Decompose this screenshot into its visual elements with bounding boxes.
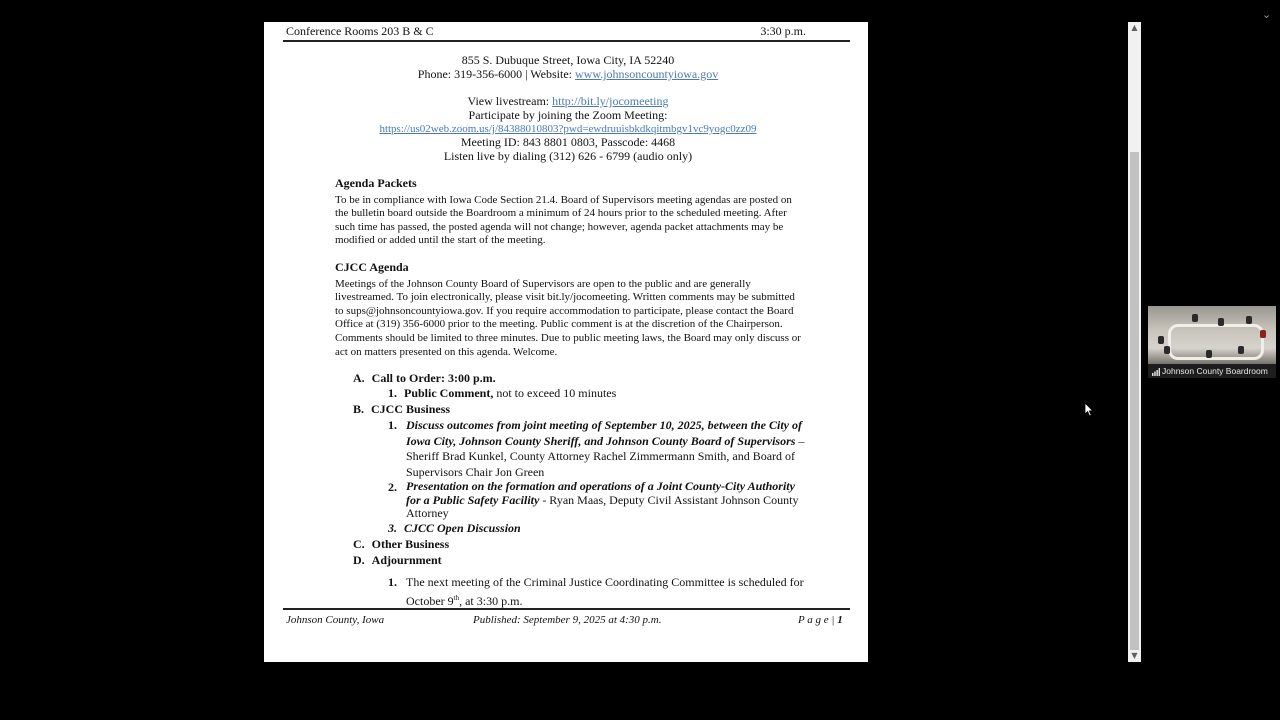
item-text-end: , at 3:30 p.m. [459,593,523,608]
livestream-link[interactable]: http://bit.ly/jocomeeting [552,94,669,108]
item-number: 2. [388,480,397,494]
meeting-id: Meeting ID: 843 8801 0803, Passcode: 4468 [460,135,676,149]
dial-in: Listen live by dialing (312) 626 - 6799 (audio only) [443,149,693,163]
address: 855 S. Dubuque Street, Iowa City, IA 52240 [461,53,675,67]
item-text: - Ryan Maas, Deputy Civil Assistant Johnson County Attorney [406,492,799,520]
item-text: – Sheriff Brad Kunkel, County Attorney Rachel Zimmermann Smith, and Board of Supervisors Chair Jon Green [406,433,805,479]
boardroom-video-feed [1148,306,1276,366]
zoom-intro: Participate by joining the Zoom Meeting: [468,108,668,122]
agenda-item-b [353,402,450,416]
item-bold-text: Discuss outcomes from joint meeting of September 10, 2025, between the City of Iowa City, Johnson County Sheriff, and Johnson County Board of Supervisors [406,418,802,448]
footer-page [798,614,843,626]
footer-published: Published: September 9, 2025 at 4:30 p.m. [473,614,662,626]
agenda-item-a [353,371,496,385]
item-bold-text: CJCC Open Discussion [404,521,521,535]
item-superscript: th [453,593,460,602]
document-scrollbar[interactable] [1128,22,1141,662]
cjcc-agenda-section [335,261,805,359]
scrollbar-thumb[interactable] [1130,152,1139,650]
header-rule [283,40,850,42]
item-title: Other Business [371,537,450,551]
agenda-item-b3 [388,521,521,535]
agenda-item-a1 [388,386,616,400]
chevron-down-icon[interactable]: ▼ [1131,651,1138,660]
item-letter: D. [353,553,365,567]
video-label-text: Johnson County Boardroom [1162,366,1268,376]
chevron-down-icon[interactable]: ⌄ [1262,8,1272,21]
item-number: 1. [388,575,397,589]
agenda-packets-heading: Agenda Packets [335,176,417,190]
agenda-document-page [264,22,868,662]
item-bold-text: Public Comment, [404,386,494,400]
video-label [1148,364,1276,378]
agenda-packets-text: To be in compliance with Iowa Code Section 21.4. Board of Supervisors meeting agendas are posted on the bulletin board outside the Boardroom a minimum of 24 hours prior to the scheduled meeting. After such time has passed, the posted agenda will not change; however, agenda packet attachments may be modified or added until the start of the meeting. [335,193,792,247]
footer-rule [283,608,850,610]
phone-text: Phone: 319-356-6000 | Website: [417,67,575,81]
header-location: Conference Rooms 203 B & C [286,24,434,38]
agenda-item-b1-body [406,418,806,480]
agenda-item-d1 [388,575,397,589]
agenda-item-b2-body [406,480,806,521]
item-title: Call to Order: 3:00 p.m. [371,371,496,385]
item-text: not to exceed 10 minutes [493,386,617,400]
page-separator: | [828,614,838,626]
item-bold-text: Presentation on the formation and operations of a Joint County-City Authority for a Public Safety Facility [406,479,795,507]
agenda-item-c [353,537,449,551]
page-number: 1 [837,614,843,626]
item-title: CJCC Business [371,402,451,416]
item-number: 1. [388,418,397,432]
footer-county: Johnson County, Iowa [286,614,385,626]
item-letter: C. [353,537,365,551]
phone-website-line [264,67,868,81]
signal-bars-icon [1152,368,1160,376]
agenda-item-b2 [388,480,397,494]
video-thumbnail[interactable] [1148,306,1276,378]
document-header [286,24,850,40]
item-number: 1. [388,386,397,400]
item-number: 3. [388,521,397,535]
mouse-pointer-icon [1084,402,1094,418]
agenda-item-d1-body [406,575,806,609]
website-link[interactable]: www.johnsoncountyiowa.gov [574,67,719,81]
page-label: P a g e [798,614,829,626]
item-letter: A. [353,371,365,385]
item-letter: B. [353,402,365,416]
livestream-line [264,94,868,108]
agenda-packets-section [335,177,805,248]
cjcc-agenda-heading: CJCC Agenda [335,260,409,274]
header-time: 3:30 p.m. [760,24,806,38]
livestream-label: View livestream: [467,94,553,108]
agenda-item-d [353,553,442,567]
item-text: The next meeting of the Criminal Justice Coordinating Committee is scheduled for October 9 [406,575,804,608]
chevron-up-icon[interactable]: ▲ [1131,23,1138,32]
agenda-item-b1 [388,418,397,432]
cjcc-agenda-text: Meetings of the Johnson County Board of Supervisors are open to the public and are generally livestreamed. To join electronically, please visit bit.ly/jocomeeting. Written comments may be submitted to sups@johnsoncountyiowa.gov. If you require accommodation to participate, please contact the Board Office at (319) 356-6000 prior to the meeting. Public comment is at the discretion of the Chairperson. Comments should be limited to three minutes. Due to public meeting laws, the Board may only discuss or act on matters presented on this agenda. Welcome. [335,277,801,358]
zoom-link[interactable]: https://us02web.zoom.us/j/84388010803?pwd=ewdruuisbkdkqitmbgv1vc9yogc0zz09 [379,123,757,135]
zoom-line [264,122,868,136]
item-title: Adjournment [371,553,442,567]
